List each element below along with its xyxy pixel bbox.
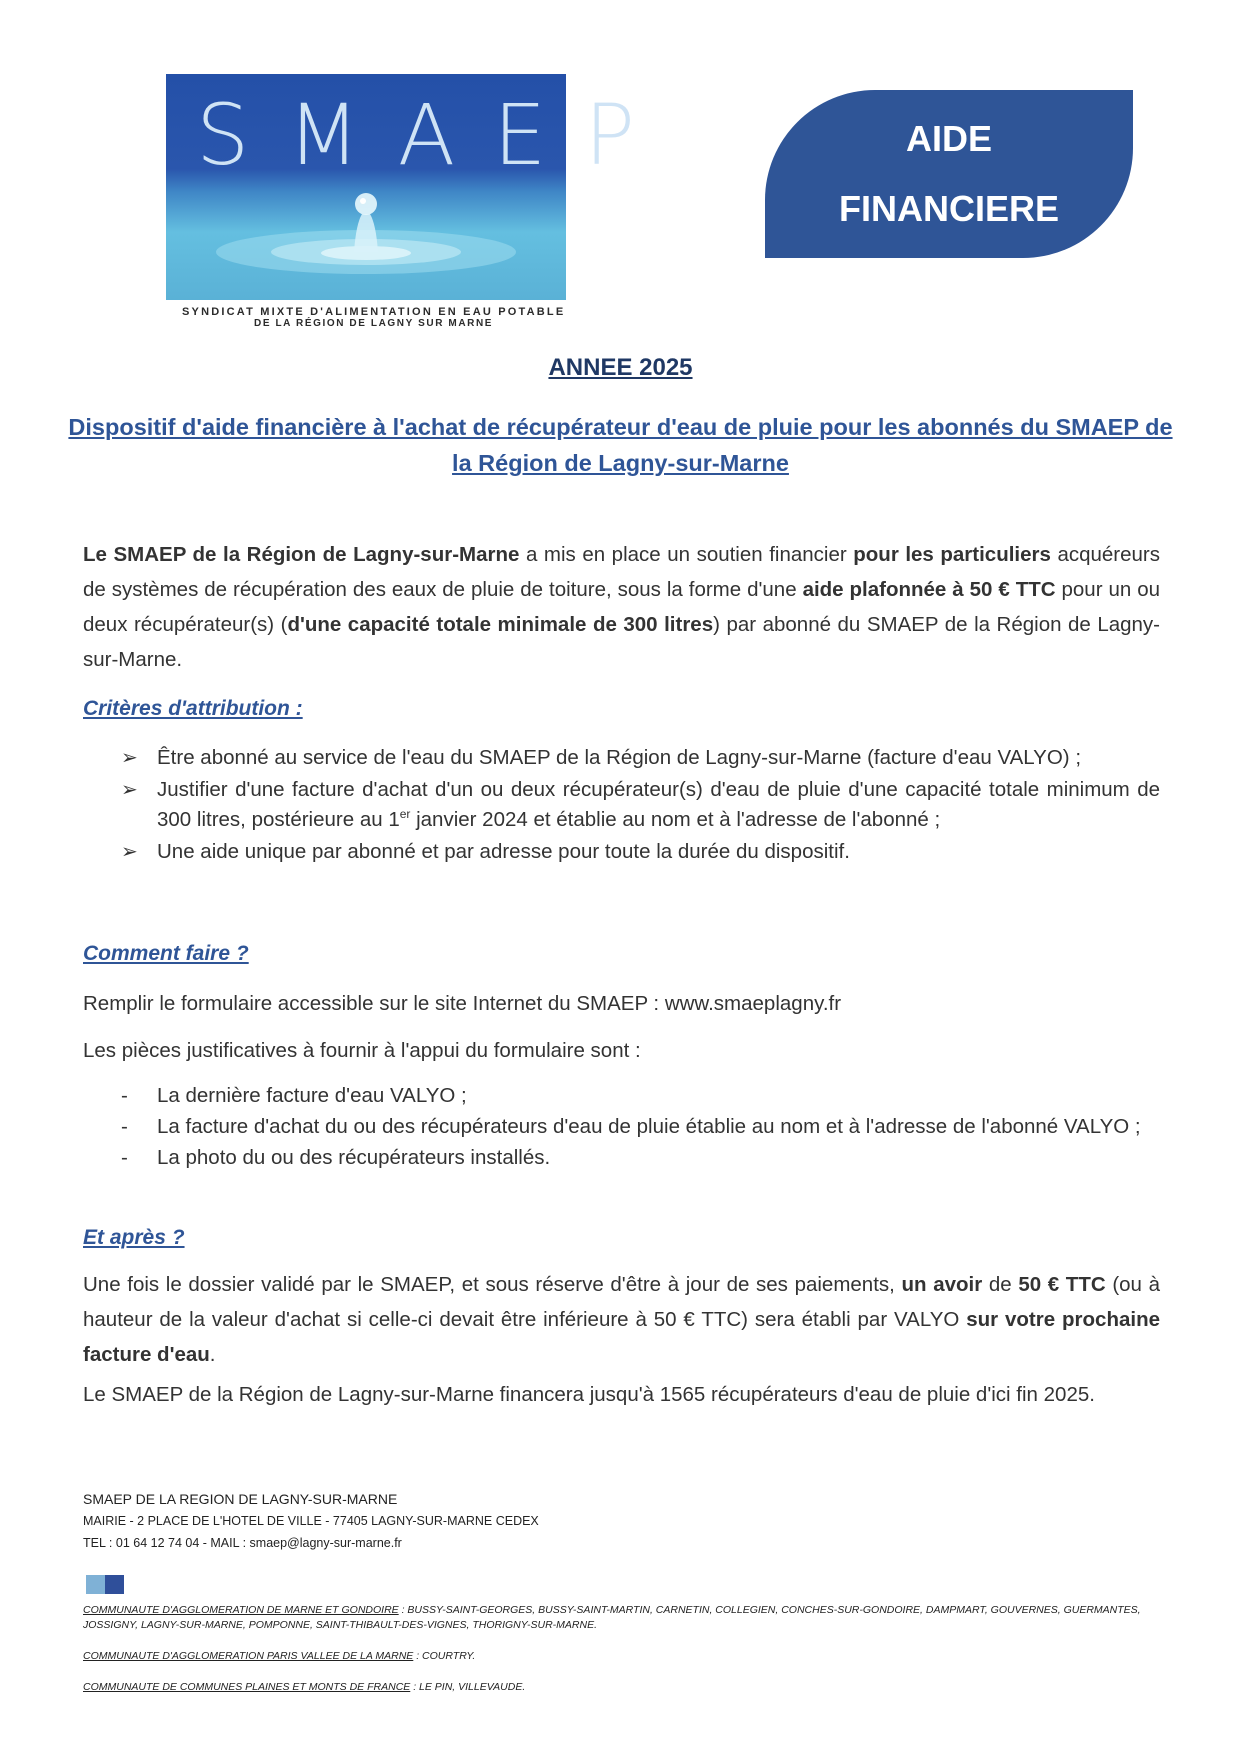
commune-group-list: : COURTRY. (413, 1650, 476, 1662)
after-title: Et après ? (83, 1226, 185, 1249)
how-line-1: Remplir le formulaire accessible sur le site Internet du SMAEP : www.smaeplagny.fr (83, 992, 842, 1015)
criteria-item-text: Justifier d'une facture d'achat d'un ou deux récupérateur(s) d'eau de pluie d'une capacité totale minimum de 300 litres, postérieure au 1 (157, 778, 1160, 831)
document-item-text: La facture d'achat du ou des récupérateurs d'eau de pluie établie au nom et à l'adresse de l'abonné VALYO ; (157, 1115, 1141, 1138)
after-text-1: Une fois le dossier validé par le SMAEP, et sous réserve d'être à jour de ses paiements, (83, 1273, 902, 1296)
intro-paragraph (83, 537, 1160, 677)
intro-bold-1: Le SMAEP de la Région de Lagny-sur-Marne (83, 543, 520, 566)
footer-line-2: MAIRIE - 2 PLACE DE L'HOTEL DE VILLE - 77405 LAGNY-SUR-MARNE CEDEX (83, 1514, 539, 1528)
smaep-logo (166, 74, 673, 329)
criteria-title: Critères d'attribution : (83, 697, 303, 720)
after-bold-6: sur votre prochaine facture d'eau (83, 1308, 1160, 1366)
intro-text-2: a mis en place un soutien financier (519, 543, 854, 566)
closing-paragraph: Le SMAEP de la Région de Lagny-sur-Marne financera jusqu'à 1565 récupérateurs d'eau de pluie d'ici fin 2025. (83, 1383, 1095, 1406)
list-item (83, 1143, 1160, 1173)
dark-square (105, 1575, 124, 1594)
footer-squares (86, 1575, 124, 1594)
after-text-7: . (209, 1343, 216, 1366)
dash-bullet: - (121, 1084, 128, 1107)
arrow-bullet-icon: ➢ (121, 747, 138, 769)
after-text-5: (ou à hauteur de la valeur d'achat si celle-ci devait être inférieure à 50 € TTC) sera établi par VALYO (83, 1273, 1160, 1331)
criteria-list (83, 743, 1160, 867)
list-item (83, 837, 1160, 867)
intro-text-6: pour un ou deux récupérateur(s) ( (83, 578, 1160, 636)
document-item-text: La photo du ou des récupérateurs installés. (157, 1146, 551, 1169)
how-title: Comment faire ? (83, 942, 249, 965)
commune-group (83, 1680, 1160, 1695)
list-item (83, 743, 1160, 773)
aide-financiere-badge (765, 90, 1133, 258)
arrow-bullet-icon: ➢ (121, 841, 138, 863)
commune-group-list: : BUSSY-SAINT-GEORGES, BUSSY-SAINT-MARTIN, CARNETIN, COLLEGIEN, CONCHES-SUR-GONDOIRE, DAMPMART, GOUVERNES, GUERMANTES, JOSSIGNY, LAGNY-SUR-MARNE, POMPONNE, SAINT-THIBAULT-DES-VIGNES, THORIGNY-SUR-MARNE. (83, 1604, 1141, 1631)
footer-line-1: SMAEP DE LA REGION DE LAGNY-SUR-MARNE (83, 1491, 398, 1507)
intro-bold-7: d'une capacité totale minimale de 300 litres (287, 613, 714, 636)
commune-group-label: COMMUNAUTE DE COMMUNES PLAINES ET MONTS DE FRANCE (83, 1681, 411, 1693)
footer-line-3: TEL : 01 64 12 74 04 - MAIL : smaep@lagny-sur-marne.fr (83, 1536, 402, 1550)
intro-bold-5: aide plafonnée à 50 € TTC (802, 578, 1056, 601)
logo-subtitle-2: DE LA RÉGION DE LAGNY SUR MARNE (254, 318, 494, 329)
badge-line-1: AIDE (905, 118, 992, 159)
after-bold-2: un avoir (901, 1273, 983, 1296)
after-text-3: de (982, 1273, 1019, 1296)
page-title: Dispositif d'aide financière à l'achat de récupérateur d'eau de pluie pour les abonnés du SMAEP de la Région de Lagny-sur-Marne (68, 414, 1173, 476)
arrow-bullet-icon: ➢ (121, 779, 138, 801)
criteria-item-text: Une aide unique par abonné et par adresse pour toute la durée du dispositif. (157, 840, 850, 863)
intro-text-4: acquéreurs de systèmes de récupération des eaux de pluie de toiture, sous la forme d'une (83, 543, 1161, 601)
commune-group (83, 1649, 1160, 1664)
logo-water-image (166, 74, 673, 300)
commune-group-label: COMMUNAUTE D'AGGLOMERATION PARIS VALLEE DE LA MARNE (83, 1650, 414, 1662)
list-item (83, 1081, 1160, 1111)
after-paragraph (83, 1267, 1160, 1372)
list-item (83, 775, 1160, 835)
after-bold-4: 50 € TTC (1018, 1273, 1106, 1296)
commune-group (83, 1603, 1160, 1633)
documents-list (83, 1081, 1160, 1174)
year-title: ANNEE 2025 (548, 354, 693, 381)
logo-letters: SMAEP (196, 86, 673, 184)
superscript: er (399, 807, 411, 822)
badge-line-2: FINANCIERE (838, 188, 1059, 229)
how-line-2: Les pièces justificatives à fournir à l'appui du formulaire sont : (83, 1039, 641, 1062)
dash-bullet: - (121, 1146, 128, 1169)
criteria-item-text: Être abonné au service de l'eau du SMAEP de la Région de Lagny-sur-Marne (facture d'eau VALYO) ; (157, 746, 1082, 769)
commune-group-label: COMMUNAUTE D'AGGLOMERATION DE MARNE ET GONDOIRE (83, 1604, 399, 1616)
intro-text-8: ) par abonné du SMAEP de la Région de Lagny-sur-Marne. (83, 613, 1161, 671)
criteria-item-text-rest: janvier 2024 et établie au nom et à l'adresse de l'abonné ; (410, 808, 941, 831)
footer-address (83, 1488, 539, 1554)
logo-subtitle-1: SYNDICAT MIXTE D'ALIMENTATION EN EAU POTABLE (182, 306, 566, 318)
communes-list (83, 1603, 1160, 1711)
intro-bold-3: pour les particuliers (853, 543, 1051, 566)
commune-group-list: : LE PIN, VILLEVAUDE. (410, 1681, 526, 1693)
list-item (83, 1112, 1160, 1142)
document-item-text: La dernière facture d'eau VALYO ; (157, 1084, 467, 1107)
light-square (86, 1575, 105, 1594)
dash-bullet: - (121, 1115, 128, 1138)
